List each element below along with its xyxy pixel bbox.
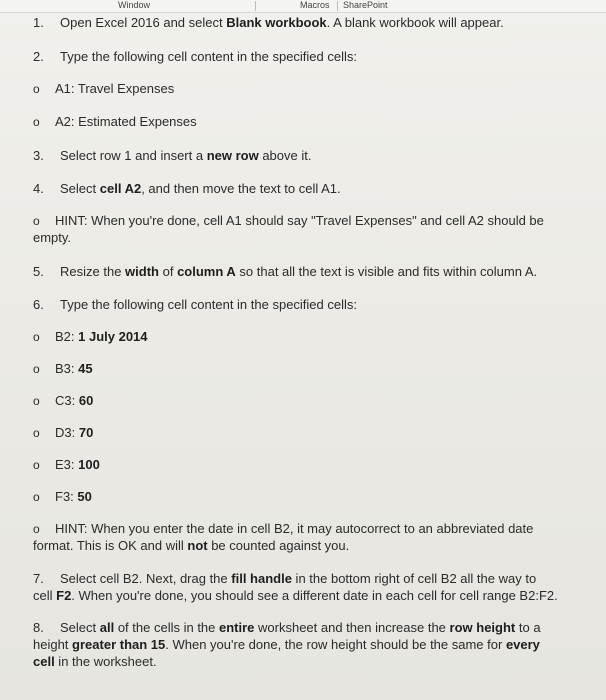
step-2: 2. Type the following cell content in the specified cells: (33, 49, 358, 64)
step-8-line-3: cell in the worksheet. (33, 654, 157, 669)
cell-entry: o E3: 100 (33, 457, 100, 472)
hint-1-line-2: empty. (33, 230, 72, 245)
step-4: 4. Select cell A2, and then move the text to cell A1. (33, 181, 341, 196)
hint-2-line-2: format. This is OK and will not be counted against you. (33, 538, 350, 553)
cell-entry: o C3: 60 (33, 393, 94, 408)
hint-2-line-1: o HINT: When you enter the date in cell B2, it may autocorrect to an abbreviated date (33, 521, 534, 536)
step-3: 3. Select row 1 and insert a new row above it. (33, 148, 312, 163)
macros-menu[interactable]: Macros (300, 0, 330, 10)
cell-entry: o D3: 70 (33, 425, 94, 440)
bullet-a1: o A1: Travel Expenses (33, 81, 175, 96)
step-5: 5. Resize the width of column A so that all the text is visible and fits within column A. (33, 264, 538, 279)
step-8-line-2: height greater than 15. When you're done, the row height should be the same for every (33, 637, 540, 652)
step-7-line-1: 7. Select cell B2. Next, drag the fill handle in the bottom right of cell B2 all the way to (33, 571, 537, 586)
cell-entry: o F3: 50 (33, 489, 92, 504)
ribbon-divider (337, 1, 338, 11)
ribbon-strip (0, 0, 606, 13)
step-7-line-2: cell F2. When you're done, you should see a different date in each cell for cell range B2:F2. (33, 588, 558, 603)
step-8-line-1: 8. Select all of the cells in the entire worksheet and then increase the row height to a (33, 620, 541, 635)
step-1: 1. Open Excel 2016 and select Blank workbook. A blank workbook will appear. (33, 15, 504, 30)
sharepoint-menu[interactable]: SharePoint (343, 0, 388, 10)
cell-entry: o B3: 45 (33, 361, 93, 376)
step-6: 6. Type the following cell content in the specified cells: (33, 297, 358, 312)
window-menu[interactable]: Window (118, 0, 151, 10)
hint-1-line-1: o HINT: When you're done, cell A1 should say "Travel Expenses" and cell A2 should be (33, 213, 544, 228)
ribbon-divider (255, 1, 256, 11)
bullet-a2: o A2: Estimated Expenses (33, 114, 197, 129)
cell-entry: o B2: 1 July 2014 (33, 329, 148, 344)
